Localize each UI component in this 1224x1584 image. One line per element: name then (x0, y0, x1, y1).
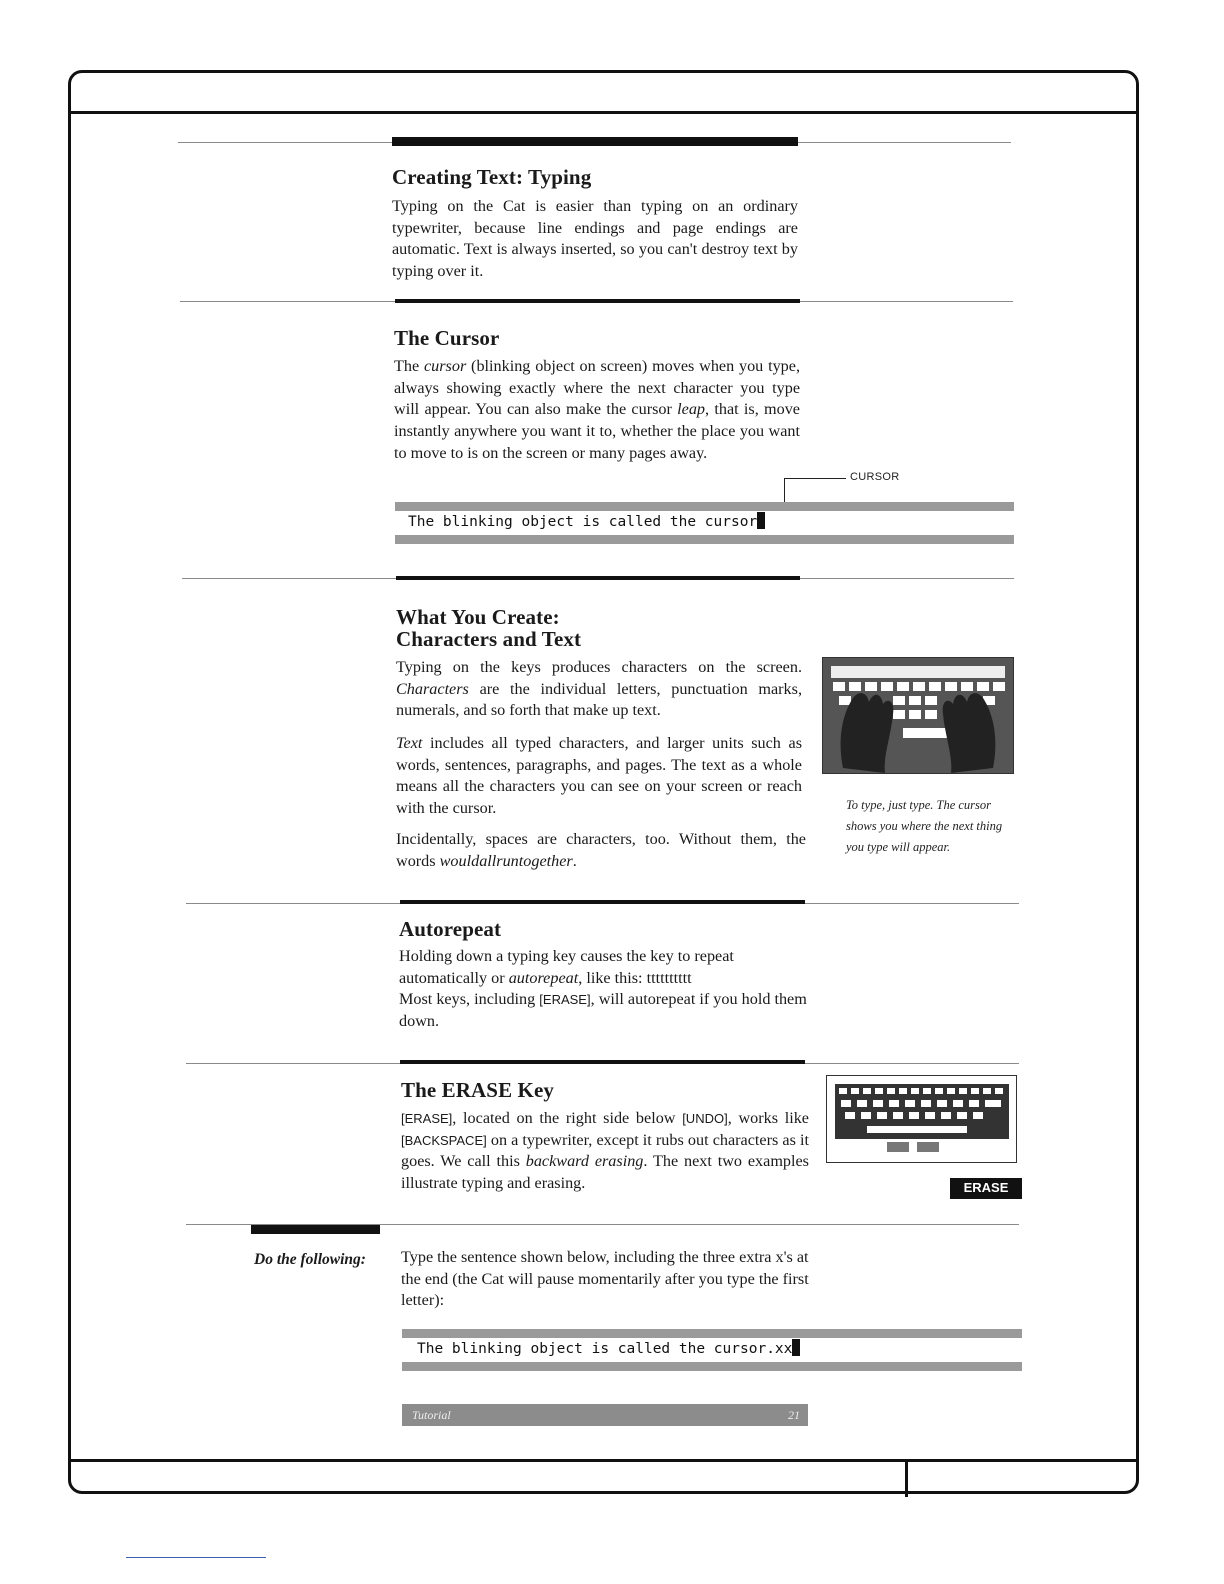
exercise-paragraph: Type the sentence shown below, including the three extra x's at the end (the Cat will pause momentarily after you type the first letter): (401, 1248, 809, 1310)
section-rule-bar (396, 576, 800, 580)
cursor-paragraph: The cursor (blinking object on screen) moves when you type, always showing exactly where the next character you type will appear. You can also make the cursor leap, that is, move instantly anywhere you want it to, whether the place you want to move to is on the screen or many pages away. (394, 357, 800, 462)
footer-bar (71, 1459, 1136, 1462)
autorepeat-example: tttttttttt (646, 968, 692, 987)
section-rule-bar (395, 299, 800, 303)
keyboard-erase-illustration (826, 1075, 1017, 1163)
section-title-erase: The ERASE Key (401, 1078, 554, 1102)
keyboard-caption: To type, just type. The cursor shows you where the next thing you type will appear. (846, 798, 1003, 854)
footer-page-number: 21 (788, 1408, 800, 1422)
erase-key-badge: ERASE (950, 1178, 1022, 1199)
cursor-callout-label: CURSOR (850, 471, 900, 483)
footer-section-name: Tutorial (412, 1408, 451, 1422)
cursor-block (792, 1339, 800, 1356)
section-title-create-2: Characters and Text (396, 627, 582, 651)
keyboard-hands-illustration (822, 657, 1014, 774)
autorepeat-paragraph: Holding down a typing key causes the key to repeat automatically or autorepeat, like this: tttttttttt Most keys, including [ERASE], will autorepeat if you hold them down. (399, 947, 807, 1031)
create-paragraph-2: Text includes all typed characters, and larger units such as words, sentences, paragraphs, and pages. The text as a whole means all the characters you can see on your screen or reach with the cursor. (396, 734, 802, 818)
erase-paragraph: [ERASE], located on the right side below [UNDO], works like [BACKSPACE] on a typewriter, except it rubs out characters as it goes. We call this backward erasing. The next two examples illustrate typing and erasing. (401, 1109, 809, 1193)
screen-example-1 (395, 502, 1014, 544)
footer-divider (905, 1459, 908, 1497)
section-rule-bar (251, 1225, 380, 1234)
typing-paragraph: Typing on the Cat is easier than typing on an ordinary typewriter, because line endings and page endings are automatic. Text is always inserted, so you can't destroy text by typing over it. (392, 197, 798, 281)
screen-example-2 (402, 1329, 1022, 1371)
keyboard-icon (827, 1076, 1016, 1162)
section-rule-bar (392, 137, 798, 146)
section-rule-bar (400, 900, 805, 904)
exercise-label: Do the following: (254, 1251, 366, 1268)
cursor-callout-line (784, 478, 846, 479)
page-footer-strip (402, 1404, 808, 1426)
section-title-cursor: The Cursor (394, 326, 500, 350)
bottom-underline (126, 1557, 266, 1558)
section-title-create-1: What You Create: (396, 605, 560, 629)
keyboard-hands-icon (823, 658, 1013, 773)
header-bar (71, 111, 1136, 114)
section-title-autorepeat: Autorepeat (399, 917, 502, 941)
create-paragraph-3: Incidentally, spaces are characters, too. Without them, the words wouldallruntogether. (396, 830, 806, 870)
screen-text-2: The blinking object is called the cursor.xx (417, 1339, 800, 1359)
section-title-typing: Creating Text: Typing (392, 165, 592, 189)
cursor-block (757, 512, 765, 529)
section-rule-bar (400, 1060, 805, 1064)
create-paragraph-1: Typing on the keys produces characters on the screen. Characters are the individual letters, punctuation marks, numerals, and so forth that make up text. (396, 658, 802, 720)
screen-text-1: The blinking object is called the cursor (408, 512, 765, 532)
